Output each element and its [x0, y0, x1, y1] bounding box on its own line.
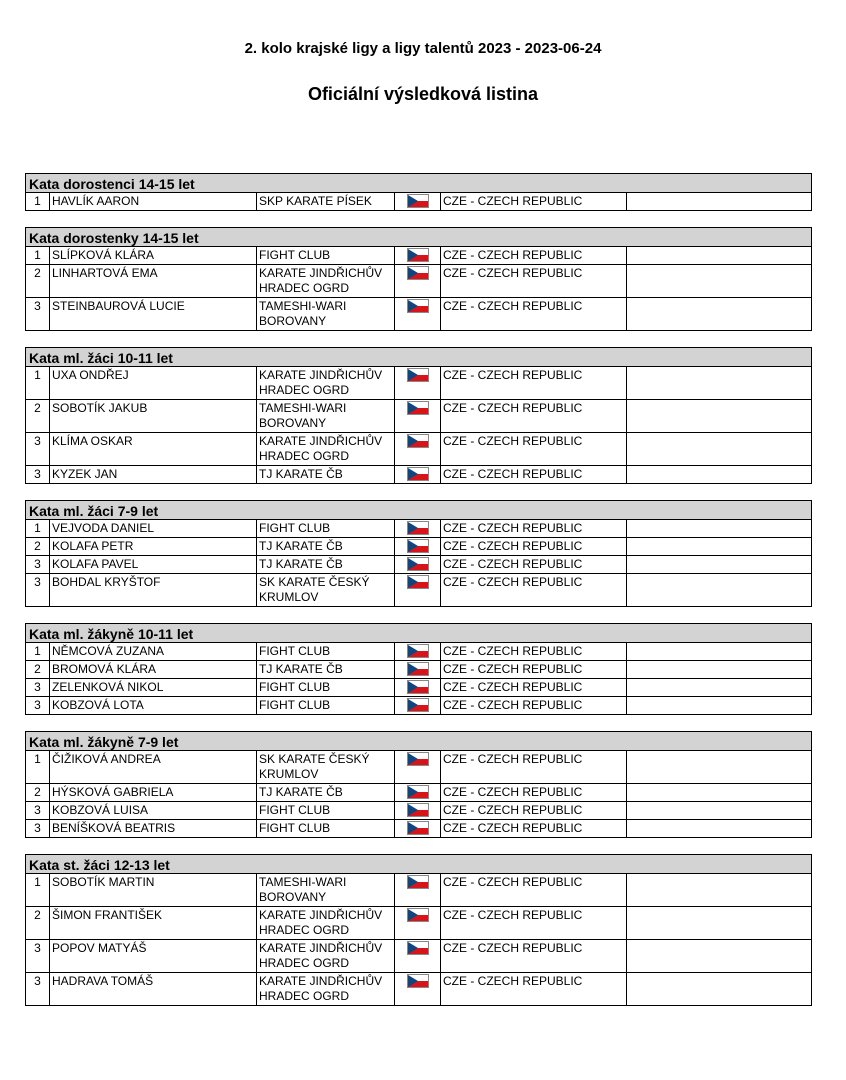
empty-cell [627, 193, 812, 211]
czech-flag-icon [407, 539, 429, 553]
country-name: CZE - CZECH REPUBLIC [441, 538, 627, 556]
flag-cell [395, 367, 441, 400]
club-name: TAMESHI-WARI BOROVANY [257, 400, 395, 433]
table-row [26, 661, 812, 679]
club-name: TJ KARATE ČB [257, 556, 395, 574]
club-name: KARATE JINDŘICHŮV HRADEC OGRD [257, 265, 395, 298]
club-name: TAMESHI-WARI BOROVANY [257, 874, 395, 907]
club-name: FIGHT CLUB [257, 802, 395, 820]
table-row [26, 367, 812, 400]
competitor-name: KOBZOVÁ LUISA [50, 802, 257, 820]
country-name: CZE - CZECH REPUBLIC [441, 298, 627, 331]
country-name: CZE - CZECH REPUBLIC [441, 367, 627, 400]
empty-cell [627, 907, 812, 940]
czech-flag-icon [407, 941, 429, 955]
country-name: CZE - CZECH REPUBLIC [441, 661, 627, 679]
empty-cell [627, 784, 812, 802]
country-name: CZE - CZECH REPUBLIC [441, 751, 627, 784]
club-name: TJ KARATE ČB [257, 466, 395, 484]
club-name: SK KARATE ČESKÝ KRUMLOV [257, 574, 395, 607]
country-name: CZE - CZECH REPUBLIC [441, 820, 627, 838]
rank-cell: 1 [26, 520, 50, 538]
rank-cell: 3 [26, 973, 50, 1006]
flag-cell [395, 400, 441, 433]
results-table [25, 247, 812, 331]
table-row [26, 973, 812, 1006]
club-name: SKP KARATE PÍSEK [257, 193, 395, 211]
club-name: SK KARATE ČESKÝ KRUMLOV [257, 751, 395, 784]
country-name: CZE - CZECH REPUBLIC [441, 574, 627, 607]
club-name: FIGHT CLUB [257, 643, 395, 661]
results-table [25, 874, 812, 1006]
table-row [26, 820, 812, 838]
country-name: CZE - CZECH REPUBLIC [441, 400, 627, 433]
table-row [26, 400, 812, 433]
club-name: KARATE JINDŘICHŮV HRADEC OGRD [257, 367, 395, 400]
czech-flag-icon [407, 557, 429, 571]
competitor-name: HADRAVA TOMÁŠ [50, 973, 257, 1006]
club-name: KARATE JINDŘICHŮV HRADEC OGRD [257, 433, 395, 466]
czech-flag-icon [407, 575, 429, 589]
czech-flag-icon [407, 194, 429, 208]
flag-cell [395, 643, 441, 661]
club-name: TJ KARATE ČB [257, 538, 395, 556]
empty-cell [627, 265, 812, 298]
rank-cell: 3 [26, 298, 50, 331]
country-name: CZE - CZECH REPUBLIC [441, 643, 627, 661]
country-name: CZE - CZECH REPUBLIC [441, 697, 627, 715]
table-row [26, 193, 812, 211]
table-row [26, 907, 812, 940]
competitor-name: LINHARTOVÁ EMA [50, 265, 257, 298]
document-title: Oficiální výsledková listina [307, 84, 539, 104]
table-row [26, 265, 812, 298]
czech-flag-icon [407, 467, 429, 481]
table-row [26, 751, 812, 784]
czech-flag-icon [407, 368, 429, 382]
country-name: CZE - CZECH REPUBLIC [441, 784, 627, 802]
flag-cell [395, 265, 441, 298]
empty-cell [627, 574, 812, 607]
empty-cell [627, 940, 812, 973]
flag-cell [395, 751, 441, 784]
rank-cell: 2 [26, 265, 50, 298]
czech-flag-icon [407, 248, 429, 262]
country-name: CZE - CZECH REPUBLIC [441, 556, 627, 574]
club-name: FIGHT CLUB [257, 697, 395, 715]
rank-cell: 3 [26, 556, 50, 574]
category-section [25, 623, 812, 715]
rank-cell: 3 [26, 433, 50, 466]
country-name: CZE - CZECH REPUBLIC [441, 466, 627, 484]
country-name: CZE - CZECH REPUBLIC [441, 940, 627, 973]
competitor-name: KOLAFA PAVEL [50, 556, 257, 574]
rank-cell: 3 [26, 466, 50, 484]
empty-cell [627, 697, 812, 715]
category-title: Kata ml. žákyně 10-11 let [25, 623, 812, 643]
empty-cell [627, 466, 812, 484]
table-row [26, 679, 812, 697]
country-name: CZE - CZECH REPUBLIC [441, 802, 627, 820]
results-table [25, 193, 812, 211]
rank-cell: 2 [26, 661, 50, 679]
competitor-name: BROMOVÁ KLÁRA [50, 661, 257, 679]
table-row [26, 556, 812, 574]
club-name: TAMESHI-WARI BOROVANY [257, 298, 395, 331]
competitor-name: KYZEK JAN [50, 466, 257, 484]
empty-cell [627, 643, 812, 661]
czech-flag-icon [407, 785, 429, 799]
club-name: TJ KARATE ČB [257, 661, 395, 679]
empty-cell [627, 820, 812, 838]
country-name: CZE - CZECH REPUBLIC [441, 265, 627, 298]
rank-cell: 1 [26, 874, 50, 907]
category-section [25, 227, 812, 331]
event-title: 2. kolo krajské ligy a ligy talentů 2023 - 2023-06-24 [244, 40, 602, 57]
rank-cell: 2 [26, 784, 50, 802]
category-section [25, 347, 812, 484]
competitor-name: BOHDAL KRYŠTOF [50, 574, 257, 607]
flag-cell [395, 556, 441, 574]
flag-cell [395, 193, 441, 211]
empty-cell [627, 802, 812, 820]
czech-flag-icon [407, 698, 429, 712]
competitor-name: KLÍMA OSKAR [50, 433, 257, 466]
table-row [26, 643, 812, 661]
results-table [25, 643, 812, 715]
table-row [26, 433, 812, 466]
rank-cell: 2 [26, 538, 50, 556]
club-name: KARATE JINDŘICHŮV HRADEC OGRD [257, 973, 395, 1006]
flag-cell [395, 466, 441, 484]
competitor-name: HAVLÍK AARON [50, 193, 257, 211]
category-title: Kata ml. žákyně 7-9 let [25, 731, 812, 751]
flag-cell [395, 538, 441, 556]
czech-flag-icon [407, 401, 429, 415]
results-table [25, 520, 812, 607]
competitor-name: NĚMCOVÁ ZUZANA [50, 643, 257, 661]
competitor-name: ZELENKOVÁ NIKOL [50, 679, 257, 697]
table-row [26, 247, 812, 265]
competitor-name: ŠIMON FRANTIŠEK [50, 907, 257, 940]
rank-cell: 1 [26, 751, 50, 784]
czech-flag-icon [407, 803, 429, 817]
country-name: CZE - CZECH REPUBLIC [441, 874, 627, 907]
czech-flag-icon [407, 662, 429, 676]
competitor-name: VEJVODA DANIEL [50, 520, 257, 538]
table-row [26, 298, 812, 331]
rank-cell: 1 [26, 247, 50, 265]
competitor-name: SOBOTÍK JAKUB [50, 400, 257, 433]
country-name: CZE - CZECH REPUBLIC [441, 679, 627, 697]
table-row [26, 874, 812, 907]
flag-cell [395, 973, 441, 1006]
results-sections [25, 173, 812, 1022]
results-table [25, 367, 812, 484]
czech-flag-icon [407, 821, 429, 835]
club-name: FIGHT CLUB [257, 820, 395, 838]
table-row [26, 784, 812, 802]
czech-flag-icon [407, 521, 429, 535]
country-name: CZE - CZECH REPUBLIC [441, 247, 627, 265]
rank-cell: 3 [26, 940, 50, 973]
category-title: Kata dorostenci 14-15 let [25, 173, 812, 193]
country-name: CZE - CZECH REPUBLIC [441, 433, 627, 466]
czech-flag-icon [407, 680, 429, 694]
table-row [26, 697, 812, 715]
competitor-name: KOLAFA PETR [50, 538, 257, 556]
flag-cell [395, 907, 441, 940]
competitor-name: BENÍŠKOVÁ BEATRIS [50, 820, 257, 838]
flag-cell [395, 661, 441, 679]
category-title: Kata ml. žáci 7-9 let [25, 500, 812, 520]
empty-cell [627, 298, 812, 331]
czech-flag-icon [407, 434, 429, 448]
empty-cell [627, 973, 812, 1006]
rank-cell: 3 [26, 802, 50, 820]
club-name: TJ KARATE ČB [257, 784, 395, 802]
category-section [25, 173, 812, 211]
flag-cell [395, 802, 441, 820]
empty-cell [627, 247, 812, 265]
flag-cell [395, 520, 441, 538]
empty-cell [627, 538, 812, 556]
czech-flag-icon [407, 875, 429, 889]
club-name: FIGHT CLUB [257, 679, 395, 697]
country-name: CZE - CZECH REPUBLIC [441, 973, 627, 1006]
rank-cell: 1 [26, 643, 50, 661]
competitor-name: SLÍPKOVÁ KLÁRA [50, 247, 257, 265]
table-row [26, 940, 812, 973]
rank-cell: 1 [26, 193, 50, 211]
category-title: Kata st. žáci 12-13 let [25, 854, 812, 874]
competitor-name: STEINBAUROVÁ LUCIE [50, 298, 257, 331]
competitor-name: HÝSKOVÁ GABRIELA [50, 784, 257, 802]
empty-cell [627, 661, 812, 679]
empty-cell [627, 874, 812, 907]
empty-cell [627, 433, 812, 466]
empty-cell [627, 556, 812, 574]
country-name: CZE - CZECH REPUBLIC [441, 520, 627, 538]
country-name: CZE - CZECH REPUBLIC [441, 193, 627, 211]
competitor-name: ČIŽIKOVÁ ANDREA [50, 751, 257, 784]
rank-cell: 3 [26, 820, 50, 838]
rank-cell: 1 [26, 367, 50, 400]
flag-cell [395, 247, 441, 265]
flag-cell [395, 940, 441, 973]
flag-cell [395, 679, 441, 697]
category-section [25, 731, 812, 838]
table-row [26, 466, 812, 484]
club-name: KARATE JINDŘICHŮV HRADEC OGRD [257, 907, 395, 940]
club-name: FIGHT CLUB [257, 520, 395, 538]
rank-cell: 3 [26, 697, 50, 715]
empty-cell [627, 367, 812, 400]
club-name: FIGHT CLUB [257, 247, 395, 265]
category-section [25, 854, 812, 1006]
category-section [25, 500, 812, 607]
flag-cell [395, 574, 441, 607]
table-row [26, 802, 812, 820]
czech-flag-icon [407, 266, 429, 280]
flag-cell [395, 433, 441, 466]
czech-flag-icon [407, 752, 429, 766]
flag-cell [395, 697, 441, 715]
empty-cell [627, 751, 812, 784]
czech-flag-icon [407, 908, 429, 922]
flag-cell [395, 820, 441, 838]
rank-cell: 2 [26, 907, 50, 940]
competitor-name: POPOV MATYÁŠ [50, 940, 257, 973]
rank-cell: 2 [26, 400, 50, 433]
empty-cell [627, 400, 812, 433]
flag-cell [395, 298, 441, 331]
flag-cell [395, 874, 441, 907]
empty-cell [627, 679, 812, 697]
table-row [26, 538, 812, 556]
category-title: Kata ml. žáci 10-11 let [25, 347, 812, 367]
rank-cell: 3 [26, 574, 50, 607]
country-name: CZE - CZECH REPUBLIC [441, 907, 627, 940]
flag-cell [395, 784, 441, 802]
czech-flag-icon [407, 644, 429, 658]
table-row [26, 574, 812, 607]
czech-flag-icon [407, 299, 429, 313]
competitor-name: KOBZOVÁ LOTA [50, 697, 257, 715]
results-table [25, 751, 812, 838]
table-row [26, 520, 812, 538]
competitor-name: SOBOTÍK MARTIN [50, 874, 257, 907]
category-title: Kata dorostenky 14-15 let [25, 227, 812, 247]
empty-cell [627, 520, 812, 538]
czech-flag-icon [407, 974, 429, 988]
competitor-name: UXA ONDŘEJ [50, 367, 257, 400]
rank-cell: 3 [26, 679, 50, 697]
club-name: KARATE JINDŘICHŮV HRADEC OGRD [257, 940, 395, 973]
